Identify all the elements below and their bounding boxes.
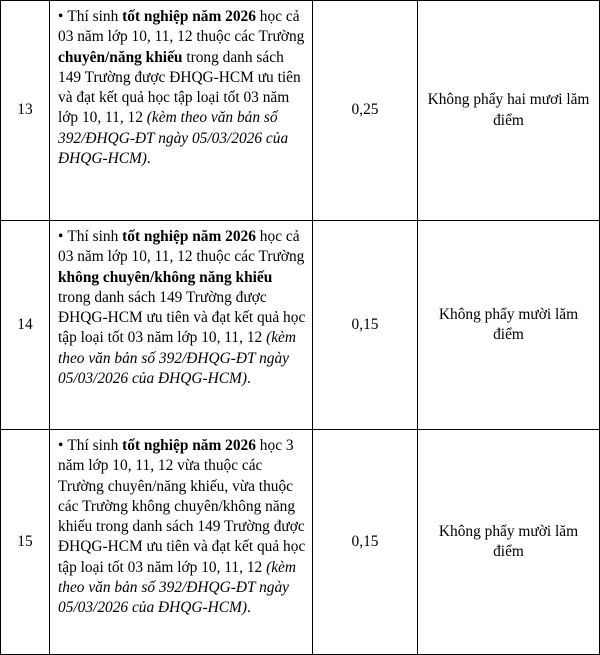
bullet-icon: • bbox=[58, 228, 64, 245]
desc-bold-text: không chuyên/không năng khiếu bbox=[58, 268, 273, 286]
row-score-words: Không phẩy hai mươi lăm điểm bbox=[418, 1, 600, 221]
row-description bbox=[50, 221, 313, 430]
desc-text: . bbox=[246, 599, 251, 617]
row-score-words: Không phẩy mười lăm điểm bbox=[418, 430, 600, 655]
desc-text: Thí sinh bbox=[67, 8, 123, 25]
desc-text: . bbox=[146, 150, 151, 168]
row-description bbox=[50, 1, 313, 221]
desc-bold-text: tốt nghiệp năm 2026 bbox=[122, 8, 256, 25]
desc-text: học cả 03 năm lớp 10, 11, 12 thuộc các Trường bbox=[58, 8, 305, 46]
row-number: 15 bbox=[1, 430, 50, 655]
desc-text: trong danh sách 149 Trường được ĐHQG-HCM ưu tiên và đạt kết quả học tập loại tốt 03 năm lớp 10, 11, 12 bbox=[58, 288, 306, 347]
row-number: 14 bbox=[1, 221, 50, 430]
table-row bbox=[1, 430, 600, 655]
row-score: 0,15 bbox=[313, 221, 418, 430]
desc-text: Thí sinh bbox=[67, 437, 123, 454]
row-score-words: Không phẩy mười lăm điểm bbox=[418, 221, 600, 430]
table-row bbox=[1, 1, 600, 221]
row-score: 0,15 bbox=[313, 430, 418, 655]
desc-bold-text: chuyên/năng khiếu bbox=[58, 48, 183, 66]
desc-text: . bbox=[246, 370, 251, 388]
desc-italic-reference: (kèm theo văn bản số 392/ĐHQG-ĐT ngày 05/03/2026 của ĐHQG-HCM) bbox=[58, 109, 289, 168]
bullet-icon: • bbox=[58, 437, 64, 454]
desc-bold-text: tốt nghiệp năm 2026 bbox=[122, 437, 256, 454]
desc-bold-text: tốt nghiệp năm 2026 bbox=[122, 228, 256, 245]
desc-italic-reference: (kèm theo văn bản số 392/ĐHQG-ĐT ngày 05/03/2026 của ĐHQG-HCM) bbox=[58, 558, 296, 617]
desc-italic-reference: (kèm theo văn bản số 392/ĐHQG-ĐT ngày 05/03/2026 của ĐHQG-HCM) bbox=[58, 329, 296, 388]
desc-text: học cả 03 năm lớp 10, 11, 12 thuộc các Trường bbox=[58, 228, 305, 266]
bullet-icon: • bbox=[58, 8, 64, 25]
desc-text: Thí sinh bbox=[67, 228, 123, 245]
row-number: 13 bbox=[1, 1, 50, 221]
desc-text: học 3 năm lớp 10, 11, 12 vừa thuộc các Trường chuyên/năng khiếu, vừa thuộc các Trường không chuyên/không năng khiếu trong danh sách 149 Trường được ĐHQG-HCM ưu tiên và đạt kết quả học tập loại tốt 03 năm lớp 10, 11, 12 bbox=[58, 437, 306, 576]
row-score: 0,25 bbox=[313, 1, 418, 221]
row-description bbox=[50, 430, 313, 655]
desc-text: trong danh sách 149 Trường được ĐHQG-HCM ưu tiên và đạt kết quả học tập loại tốt 03 năm lớp 10, 11, 12 bbox=[58, 48, 301, 127]
table-row bbox=[1, 221, 600, 430]
